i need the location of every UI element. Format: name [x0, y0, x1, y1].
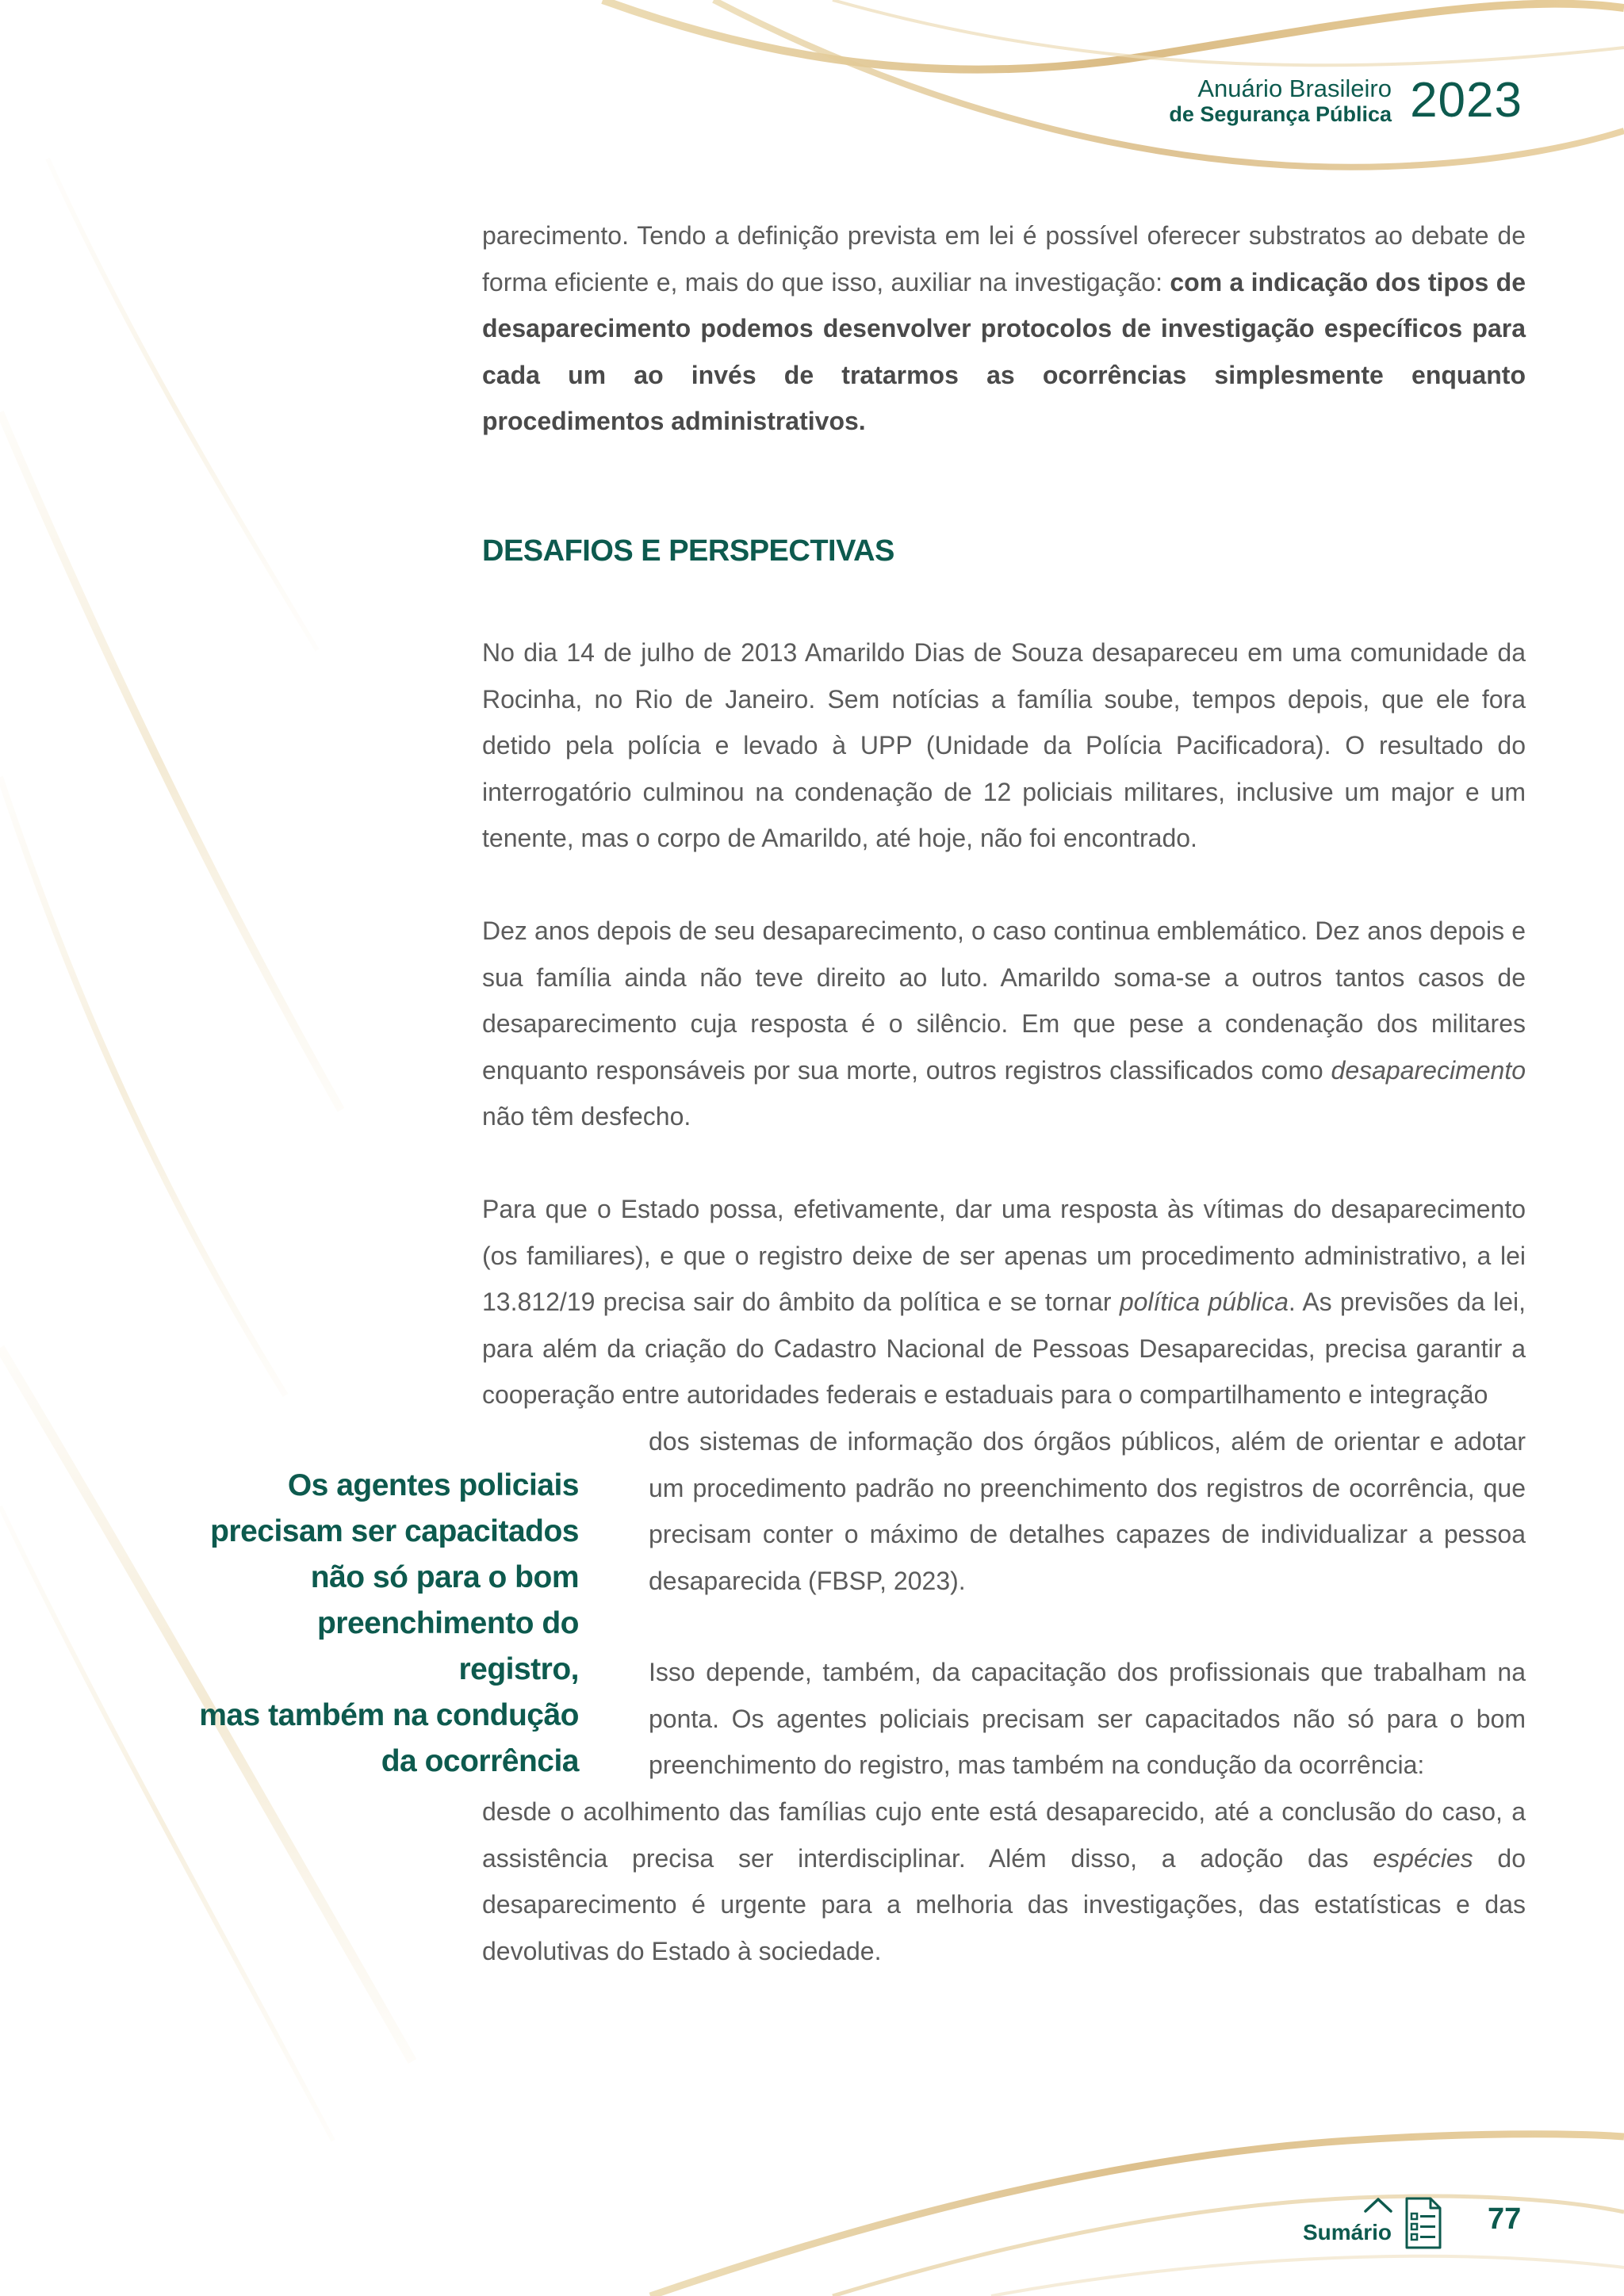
paragraph-training: Isso depende, também, da capacitação dos profissionais que trabalham na ponta. Os agentes policiais precisam ser capacitados não só para o bom preenchimento do registro, mas também na condução da ocorrência:: [649, 1658, 1526, 1779]
brand-year: 2023: [1410, 73, 1522, 128]
pull-quote-line: precisam ser capacitados: [210, 1514, 579, 1548]
summary-label: Sumário: [1302, 2220, 1392, 2244]
paragraph-emblematic-text: Dez anos depois de seu desaparecimento, o caso continua emblemático. Dez anos depois e sua família ainda não teve direito ao luto. Amarildo soma-se a outros tantos casos de desaparecimento cuja resposta é o silêncio. Em que pese a condenação dos militares enquanto responsáveis por sua morte, outros registros classificados como: [482, 916, 1526, 1085]
paragraph-emblematic: [482, 908, 1526, 1140]
paragraph-training-end: do desaparecimento é urgente para a melhoria das investigações, das estatísticas e das devolutivas do Estado à sociedade.: [482, 1843, 1526, 1965]
brand-subtitle: de Segurança Pública: [1169, 102, 1392, 126]
chevron-up-icon: [1362, 2196, 1394, 2214]
paragraph-intro: [482, 212, 1526, 445]
pull-quote-line: da ocorrência: [381, 1744, 579, 1778]
paragraph-intro-text: parecimento. Tendo a definição prevista em lei é possível oferecer substratos ao debate de forma eficiente e, mais do que isso, auxiliar na investigação:: [482, 221, 1526, 297]
paragraph-training-text: desde o acolhimento das famílias cujo ente está desaparecido, até a conclusão do caso, a assistência precisa ser interdisciplinar. Além disso, a adoção das: [482, 1797, 1526, 1873]
page-number: 77: [1488, 2202, 1522, 2236]
paragraph-law: [482, 1186, 1526, 1418]
publication-brand: [1142, 73, 1522, 136]
paragraph-law-text: Para que o Estado possa, efetivamente, dar uma resposta às vítimas do desaparecimento (os familiares), e que o registro deixe de ser apenas um procedimento administrativo, a lei 13.812/19 precisa sair do âmbito da política e se tornar: [482, 1195, 1526, 1316]
paragraph-amarildo: No dia 14 de julho de 2013 Amarildo Dias de Souza desapareceu em uma comunidade da Rocinha, no Rio de Janeiro. Sem notícias a família soube, tempos depois, que ele fora detido pela polícia e levado à UPP (Unidade da Polícia Pacificadora). O resultado do interrogatório culminou na condenação de 12 policiais militares, inclusive um major e um tenente, mas o corpo de Amarildo, até hoje, não foi encontrado.: [482, 638, 1526, 852]
paragraph-law-italic: política pública: [1119, 1288, 1289, 1316]
paragraph-training-continued: [482, 1789, 1526, 1974]
document-list-icon: [1404, 2196, 1443, 2250]
pull-quote-line: não só para o bom: [310, 1560, 579, 1594]
paragraph-law-continued: dos sistemas de informação dos órgãos públicos, além de orientar e adotar um procedimento padrão no preenchimento dos registros de ocorrência, que precisam conter o máximo de detalhes capazes de individualizar a pessoa desaparecida (FBSP, 2023).: [649, 1427, 1526, 1595]
section-title: DESAFIOS E PERSPECTIVAS: [482, 534, 894, 568]
pull-quote: [190, 1463, 579, 1785]
paragraph-intro-emphasis: com a indicação dos tipos de desaparecimento podemos desenvolver protocolos de investigação específicos para cada um ao invés de tratarmos as ocorrências simplesmente enquanto procedimentos administrativos.: [482, 267, 1526, 435]
paragraph-training-italic: espécies: [1373, 1843, 1473, 1873]
paragraph-emblematic-italic: desaparecimento: [1331, 1055, 1526, 1085]
pull-quote-line: Os agentes policiais: [287, 1468, 579, 1502]
paragraph-emblematic-end: não têm desfecho.: [482, 1102, 691, 1131]
paragraph-law-text-2: . As previsões da lei, para além da criação do Cadastro Nacional de Pessoas Desaparecidas, precisa garantir a cooperação entre autoridades federais e estaduais para o compartilhamento e integração: [482, 1288, 1526, 1409]
pull-quote-line: mas também na condução: [199, 1698, 579, 1732]
summary-link[interactable]: [1293, 2188, 1451, 2252]
brand-title: Anuário Brasileiro: [1197, 75, 1392, 102]
pull-quote-line: preenchimento do registro,: [316, 1606, 579, 1686]
